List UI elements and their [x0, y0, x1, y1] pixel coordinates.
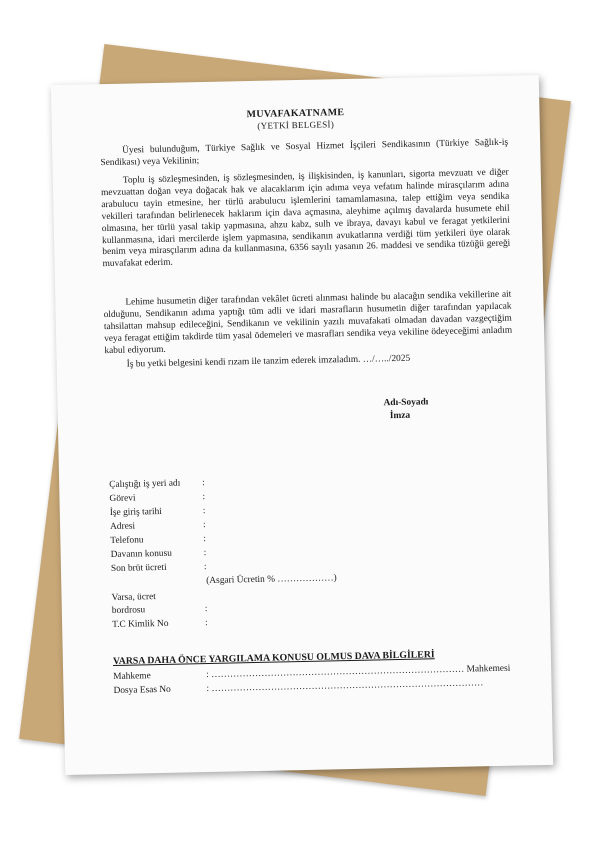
- field-position-label: Görevi: [109, 493, 136, 505]
- field-payroll-label-line1: Varsa, ücret: [111, 592, 156, 604]
- paragraph-consent: İş bu yetki belgesini kendi rızam ile tanzim ederek imzaladım. …/…../2025: [126, 353, 411, 370]
- lawsuit-court-label: Mahkeme: [113, 671, 151, 683]
- lawsuit-file-no-label: Dosya Esas No: [113, 684, 171, 697]
- lawsuit-file-no-value: : ……………………………………………………………………………: [206, 678, 484, 695]
- minimum-wage-note: (Asgari Ücretin % ………………): [206, 573, 337, 587]
- field-start-date-colon: :: [202, 506, 206, 517]
- field-address-label: Adresi: [109, 521, 136, 533]
- lawsuit-court-value: : ……………………………………………………………………… Mahkemesi: [206, 663, 511, 681]
- field-workplace-colon: :: [202, 478, 205, 489]
- signature-name-label: Adı-Soyadı: [383, 397, 429, 409]
- paragraph-fees: Lehime husumetin diğer tarafından vekâlet ücreti alınması halinde bu alacağın sendika vekillerine ait olduğunu, Sendikanın adıma yaptığı tüm adli ve idari masrafların husumetin diğer tarafından yapılacak tahsilattan mahsup edileceğini, Sendikanın ve vekilinin yazılı muvafakati olmadan davadan vazgeçtiğim veya feragat ettiğim takdirde tüm yasal ödemeleri ve masrafları sendika veya vekiline ödeyeceğimi anladım kabul ediyorum.: [103, 289, 513, 356]
- field-national-id-colon: :: [205, 618, 208, 629]
- paragraph-authority: Toplu iş sözleşmesinden, iş sözleşmesinden, iş ilişkisinden, iş kanunları, sigorta mevzuatı ve diğer mevzuattan doğan veya doğacak hak ve alacaklarım için adıma veya vefatım halinde mirasçılarım adına arabulucu tayin etmesine, her türlü arabulucu işlemlerini tamamlamasına, talep ettiğim veya sendika vekilleri tarafından belirlenecek haklarım için dava açmasına, aleyhime açılmış davalarda husumete ehil olmasına, her türlü yasal takip yapmasına, ahzu kabz, sulh ve ibraya, davayı kabul ve feragat yetkilerini kullanmasına, idari mercilerde işlem yapmasına, sendikanın avukatlarına verdiği tüm yetkileri üye olarak benim veya mirasçılarım adına da kullanmasına, 6356 sayılı yasanın 26. maddesi ve sendika tüzüğü gereği muvafakat ederim.: [100, 167, 511, 270]
- field-payroll-label-line2: bordrosu: [111, 605, 146, 617]
- lawsuit-section-title: VARSA DAHA ÖNCE YARGILAMA KONUSU OLMUS DAVA BİLGİLERİ: [112, 649, 435, 668]
- field-position-colon: :: [202, 492, 206, 503]
- document-sheet: [51, 75, 553, 775]
- document-content: [51, 75, 553, 775]
- field-gross-salary-colon: :: [203, 562, 207, 573]
- document-title: MUVAFAKATNAME: [246, 107, 345, 121]
- field-phone-label: Telefonu: [110, 535, 144, 547]
- field-phone-colon: :: [203, 534, 207, 545]
- field-gross-salary-label: Son brüt ücreti: [110, 562, 167, 575]
- paragraph-intro: Üyesi bulunduğum, Türkiye Sağlık ve Sosyal Hizmet İşçileri Sendikasının (Türkiye Sağlık-iş Sendikası) veya Vekilinin;: [100, 137, 509, 169]
- field-national-id-label: T.C Kimlik No: [112, 618, 169, 631]
- field-payroll-colon: :: [204, 604, 208, 615]
- field-start-date-label: İşe giriş tarihi: [109, 506, 162, 519]
- document-subtitle: (YETKİ BELGESİ): [257, 119, 335, 131]
- signature-sign-label: İmza: [389, 410, 411, 422]
- field-lawsuit-subject-label: Davanın konusu: [110, 548, 172, 561]
- field-lawsuit-subject-colon: :: [203, 548, 207, 559]
- field-address-colon: :: [202, 520, 206, 531]
- field-workplace-label: Çalıştığı iş yeri adı: [109, 478, 181, 491]
